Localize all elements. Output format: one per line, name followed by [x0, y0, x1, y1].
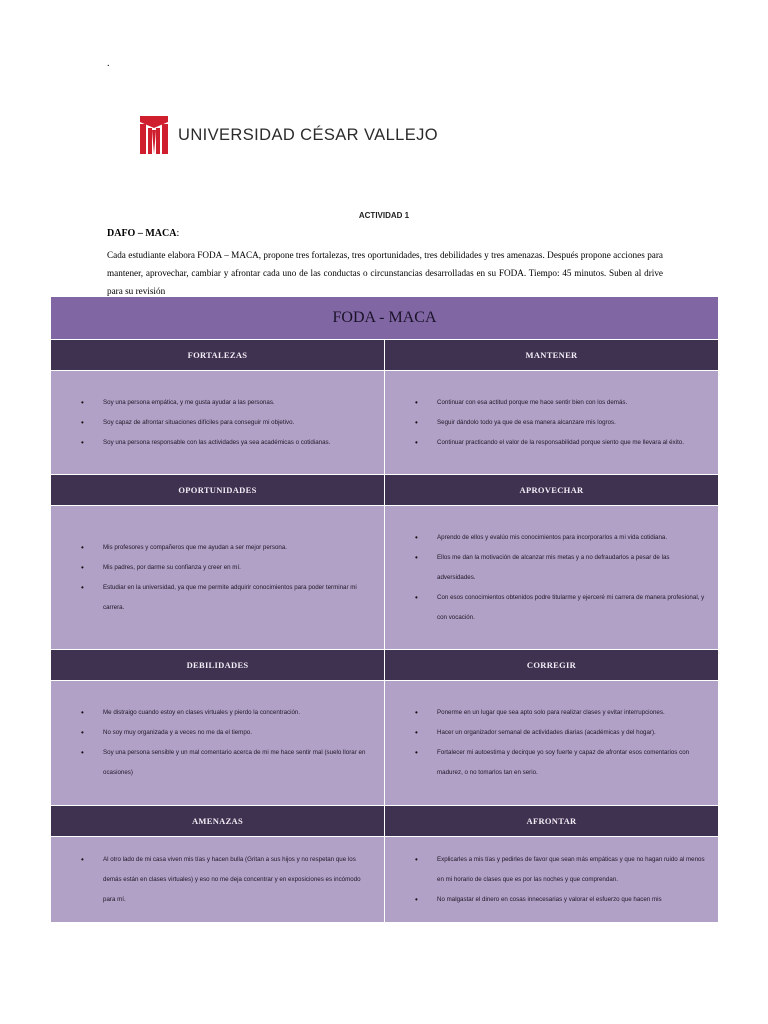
activity-title: ACTIVIDAD 1: [358, 211, 410, 220]
dafo-colon: :: [176, 228, 180, 239]
dafo-heading: [107, 228, 179, 239]
list-item: • Hacer un organizador semanal de actividades diarias (académicas y del hogar).: [437, 723, 708, 743]
mantener-list: [385, 393, 708, 453]
foda-table-title: FODA - MACA: [51, 297, 718, 339]
list-item: • No malgastar el dinero en cosas innecesarias y valorar el esfuerzo que hacen mis: [437, 890, 708, 910]
fortalezas-cell: [51, 339, 384, 474]
mantener-cell: [385, 339, 718, 474]
aprovechar-cell: [385, 474, 718, 649]
foda-row: [51, 805, 718, 922]
aprovechar-list: [385, 528, 708, 628]
university-logo-mark-icon: [138, 114, 170, 156]
fortalezas-header: FORTALEZAS: [51, 339, 384, 370]
aprovechar-body: [385, 505, 718, 649]
mantener-body: [385, 370, 718, 474]
foda-table: [51, 297, 718, 922]
list-item: • Estudiar en la universidad, ya que me permite adquirir conocimientos para poder terminar mi carrera.: [103, 578, 374, 618]
list-item: • Me distraigo cuando estoy en clases virtuales y pierdo la concentración.: [103, 703, 374, 723]
page-dot: .: [107, 58, 110, 69]
debilidades-list: [51, 703, 374, 783]
list-item: • Continuar con esa actitud porque me hace sentir bien con los demás.: [437, 393, 708, 413]
university-logo: [138, 114, 438, 156]
list-item: • No soy muy organizada y a veces no me da el tiempo.: [103, 723, 374, 743]
list-item: • Ponerme en un lugar que sea apto solo para realizar clases y evitar interrupciones.: [437, 703, 708, 723]
corregir-list: [385, 703, 708, 783]
debilidades-header: DEBILIDADES: [51, 649, 384, 680]
list-item: • Mis padres, por darme su confianza y creer en mí.: [103, 558, 374, 578]
oportunidades-body: [51, 505, 384, 649]
list-item: • Soy capaz de afrontar situaciones difíciles para conseguir mi objetivo.: [103, 413, 374, 433]
list-item: • Explicarles a mis tías y pedirles de favor que sean más empáticas y que no hagan ruido al menos en mi horario de clases que es por las noches y que comprendan.: [437, 850, 708, 890]
amenazas-header: AMENAZAS: [51, 805, 384, 836]
fortalezas-body: [51, 370, 384, 474]
list-item: • Aprendo de ellos y evalúo mis conocimientos para incorporarlos a mi vida cotidiana.: [437, 528, 708, 548]
afrontar-body: [385, 836, 718, 922]
oportunidades-cell: [51, 474, 384, 649]
list-item: • Soy una persona empática, y me gusta ayudar a las personas.: [103, 393, 374, 413]
amenazas-body: [51, 836, 384, 922]
list-item: • Al otro lado de mi casa viven mis tías y hacen bulla (Gritan a sus hijos y no respetan que los demás están en clases virtuales) y eso no me deja concentrar y en exposiciones es incómodo para mí.: [103, 850, 374, 910]
dafo-label: DAFO – MACA: [107, 228, 177, 239]
list-item: • Soy una persona responsable con las actividades ya sea académicas o cotidianas.: [103, 433, 374, 453]
corregir-body: [385, 680, 718, 805]
oportunidades-list: [51, 538, 374, 618]
aprovechar-header: APROVECHAR: [385, 474, 718, 505]
corregir-cell: [385, 649, 718, 805]
oportunidades-header: OPORTUNIDADES: [51, 474, 384, 505]
debilidades-body: [51, 680, 384, 805]
list-item: • Con esos conocimientos obtenidos podre titularme y ejerceré mi carrera de manera profesional, y con vocación.: [437, 588, 708, 628]
afrontar-cell: [385, 805, 718, 922]
amenazas-list: [51, 850, 374, 910]
foda-row: [51, 649, 718, 805]
mantener-header: MANTENER: [385, 339, 718, 370]
debilidades-cell: [51, 649, 384, 805]
afrontar-list: [385, 850, 708, 910]
foda-row: [51, 339, 718, 474]
university-name: UNIVERSIDAD CÉSAR VALLEJO: [178, 125, 439, 144]
amenazas-cell: [51, 805, 384, 922]
list-item: • Seguir dándolo todo ya que de esa manera alcanzare mis logros.: [437, 413, 708, 433]
list-item: • Soy una persona sensible y un mal comentario acerca de mi me hace sentir mal (suelo llorar en ocasiones): [103, 743, 374, 783]
list-item: • Fortalecer mi autoestima y decirque yo soy fuerte y capaz de afrontar esos comentarios con madurez, o no tomarlos tan en serio.: [437, 743, 708, 783]
list-item: • Ellos me dan la motivación de alcanzar mis metas y a no defraudarlos a pesar de las adversidades.: [437, 548, 708, 588]
activity-instructions: Cada estudiante elabora FODA – MACA, propone tres fortalezas, tres oportunidades, tres debilidades y tres amenazas. Después propone acciones para mantener, aprovechar, cambiar y afrontar cada uno de las conductas o circunstancias desarrolladas en su FODA. Tiempo: 45 minutos. Suben al drive para su revisión: [107, 250, 663, 296]
afrontar-header: AFRONTAR: [385, 805, 718, 836]
fortalezas-list: [51, 393, 374, 453]
foda-row: [51, 474, 718, 649]
corregir-header: CORREGIR: [385, 649, 718, 680]
list-item: • Mis profesores y compañeros que me ayudan a ser mejor persona.: [103, 538, 374, 558]
list-item: • Continuar practicando el valor de la responsabilidad porque siento que me llevara al éxito.: [437, 433, 708, 453]
